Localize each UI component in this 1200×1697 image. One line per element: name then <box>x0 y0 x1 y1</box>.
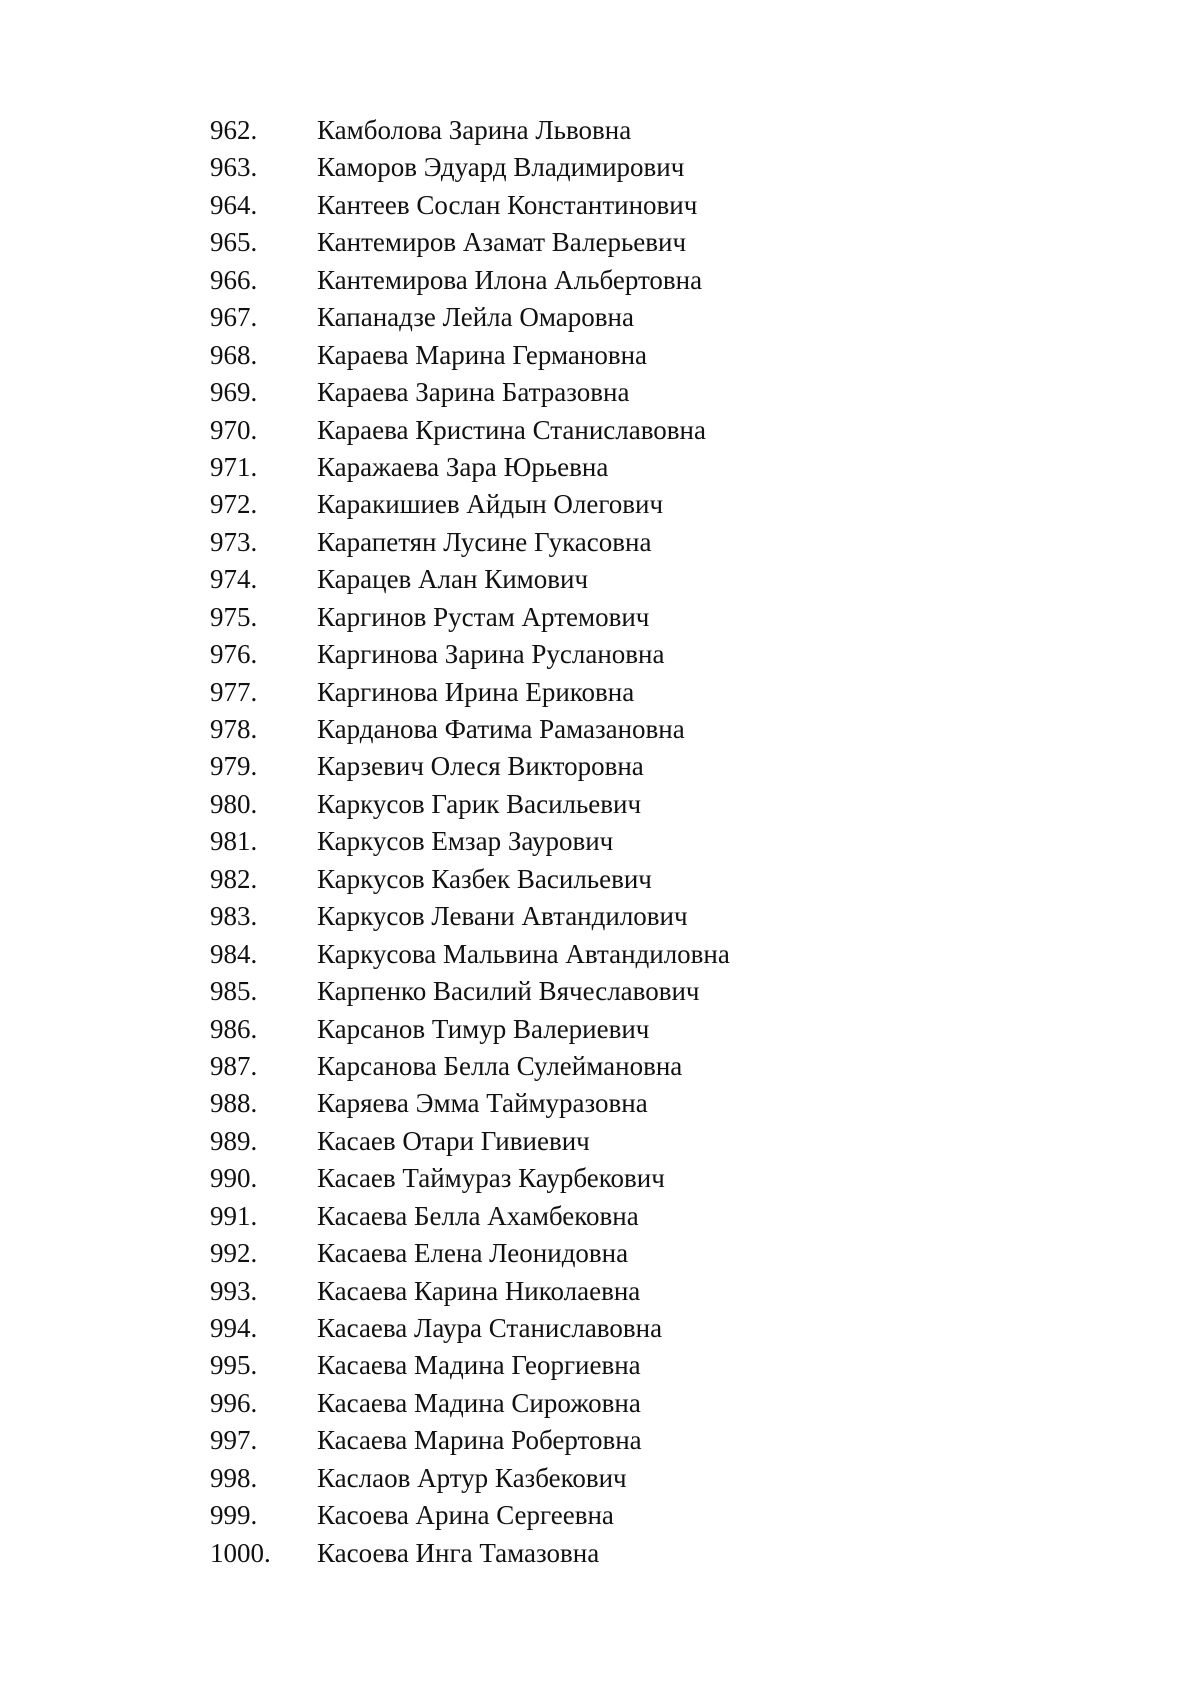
entry-full-name: Касаева Белла Ахамбековна <box>317 1200 639 1231</box>
entry-full-name: Каркусов Гарик Васильевич <box>317 788 642 819</box>
entry-full-name: Карданова Фатима Рамазановна <box>317 714 685 744</box>
list-item <box>210 861 730 898</box>
entry-number: 976. <box>210 639 258 670</box>
entry-number: 992. <box>210 1238 258 1269</box>
entry-number: 997. <box>210 1425 258 1456</box>
list-item <box>210 1497 730 1534</box>
entry-number: 993. <box>210 1275 258 1306</box>
entry-full-name: Кантемирова Илона Альбертовна <box>317 264 703 295</box>
entry-number: 995. <box>210 1350 258 1381</box>
entry-full-name: Касаева Лаура Станиславовна <box>317 1313 663 1343</box>
entry-number: 998. <box>210 1462 258 1493</box>
entry-number: 985. <box>210 976 258 1007</box>
list-item <box>210 1011 730 1048</box>
entry-full-name: Капанадзе Лейла Омаровна <box>317 302 634 333</box>
list-item <box>210 149 730 186</box>
list-item <box>210 112 730 149</box>
entry-number: 966. <box>210 264 258 295</box>
entry-number: 986. <box>210 1013 258 1044</box>
entry-full-name: Кантемиров Азамат Валерьевич <box>317 227 687 258</box>
list-item <box>210 823 730 860</box>
entry-number: 996. <box>210 1387 258 1418</box>
list-item <box>210 786 730 823</box>
list-item <box>210 898 730 935</box>
entry-full-name: Карпенко Василий Вячеславович <box>317 976 700 1007</box>
entry-full-name: Каморов Эдуард Владимирович <box>317 152 685 183</box>
list-item <box>210 224 730 261</box>
entry-full-name: Каргинов Рустам Артемович <box>317 601 650 632</box>
entry-number: 972. <box>210 489 258 520</box>
entry-full-name: Каркусов Казбек Васильевич <box>317 863 652 894</box>
entry-number: 988. <box>210 1088 258 1119</box>
entry-full-name: Касаева Елена Леонидовна <box>317 1238 629 1269</box>
list-item <box>210 748 730 785</box>
entry-full-name: Каргинова Зарина Руслановна <box>317 639 665 670</box>
entry-full-name: Караева Марина Германовна <box>317 339 647 370</box>
list-item <box>210 1160 730 1197</box>
entry-number: 987. <box>210 1050 258 1081</box>
entry-full-name: Камболова Зарина Львовна <box>317 115 632 145</box>
entry-number: 964. <box>210 189 258 220</box>
entry-number: 984. <box>210 938 258 969</box>
entry-number: 1000. <box>210 1537 271 1568</box>
entry-number: 994. <box>210 1313 258 1343</box>
entry-full-name: Карапетян Лусине Гукасовна <box>317 526 652 557</box>
entry-number: 969. <box>210 377 258 408</box>
list-item <box>210 599 730 636</box>
entry-number: 989. <box>210 1125 258 1156</box>
entry-number: 978. <box>210 714 258 744</box>
list-item <box>210 187 730 224</box>
entry-number: 963. <box>210 152 258 183</box>
entry-full-name: Касоева Арина Сергеевна <box>317 1500 614 1531</box>
numbered-name-list <box>210 112 730 1572</box>
list-item <box>210 1048 730 1085</box>
entry-number: 979. <box>210 751 258 782</box>
entry-full-name: Кантеев Сослан Константинович <box>317 189 698 220</box>
entry-full-name: Касаева Карина Николаевна <box>317 1275 641 1306</box>
list-item <box>210 449 730 486</box>
entry-number: 991. <box>210 1200 258 1231</box>
entry-number: 967. <box>210 302 258 333</box>
entry-full-name: Каряева Эмма Таймуразовна <box>317 1088 648 1119</box>
list-item <box>210 711 730 748</box>
entry-full-name: Касаев Таймураз Каурбекович <box>317 1163 665 1194</box>
list-item <box>210 337 730 374</box>
entry-number: 970. <box>210 414 258 445</box>
entry-number: 962. <box>210 115 258 145</box>
entry-number: 982. <box>210 863 258 894</box>
list-item <box>210 561 730 598</box>
entry-full-name: Касоева Инга Тамазовна <box>317 1537 600 1568</box>
entry-number: 971. <box>210 451 258 482</box>
list-item <box>210 262 730 299</box>
list-item <box>210 1422 730 1459</box>
list-item <box>210 412 730 449</box>
entry-number: 980. <box>210 788 258 819</box>
list-item <box>210 1085 730 1122</box>
list-item <box>210 1235 730 1272</box>
entry-number: 975. <box>210 601 258 632</box>
list-item <box>210 1385 730 1422</box>
list-item <box>210 1460 730 1497</box>
entry-full-name: Карацев Алан Кимович <box>317 564 589 595</box>
entry-number: 977. <box>210 676 258 707</box>
entry-number: 990. <box>210 1163 258 1194</box>
entry-number: 973. <box>210 526 258 557</box>
list-item <box>210 1535 730 1572</box>
entry-full-name: Каркусова Мальвина Автандиловна <box>317 938 730 969</box>
entry-number: 983. <box>210 901 258 932</box>
entry-full-name: Карсанова Белла Сулеймановна <box>317 1050 683 1081</box>
list-item <box>210 936 730 973</box>
list-item <box>210 1273 730 1310</box>
entry-number: 974. <box>210 564 258 595</box>
list-item <box>210 374 730 411</box>
entry-full-name: Касаев Отари Гивиевич <box>317 1125 590 1156</box>
list-item <box>210 973 730 1010</box>
entry-full-name: Касаева Марина Робертовна <box>317 1425 642 1456</box>
entry-full-name: Каслаов Артур Казбекович <box>317 1462 627 1493</box>
list-item <box>210 1198 730 1235</box>
entry-number: 981. <box>210 826 258 857</box>
entry-number: 968. <box>210 339 258 370</box>
list-item <box>210 636 730 673</box>
entry-full-name: Карзевич Олеся Викторовна <box>317 751 644 782</box>
entry-full-name: Касаева Мадина Сирожовна <box>317 1387 641 1418</box>
entry-full-name: Каргинова Ирина Ериковна <box>317 676 635 707</box>
entry-full-name: Карсанов Тимур Валериевич <box>317 1013 650 1044</box>
list-item <box>210 674 730 711</box>
list-item <box>210 1347 730 1384</box>
entry-number: 965. <box>210 227 258 258</box>
entry-full-name: Касаева Мадина Георгиевна <box>317 1350 641 1381</box>
entry-number: 999. <box>210 1500 258 1531</box>
list-item <box>210 486 730 523</box>
list-item <box>210 299 730 336</box>
list-item <box>210 1123 730 1160</box>
entry-full-name: Каракишиев Айдын Олегович <box>317 489 664 520</box>
entry-full-name: Каркусов Емзар Заурович <box>317 826 614 857</box>
entry-full-name: Караева Кристина Станиславовна <box>317 414 706 445</box>
entry-full-name: Каражаева Зара Юрьевна <box>317 451 609 482</box>
entry-full-name: Каркусов Левани Автандилович <box>317 901 688 932</box>
entry-full-name: Караева Зарина Батразовна <box>317 377 630 408</box>
list-item <box>210 1310 730 1347</box>
list-item <box>210 524 730 561</box>
